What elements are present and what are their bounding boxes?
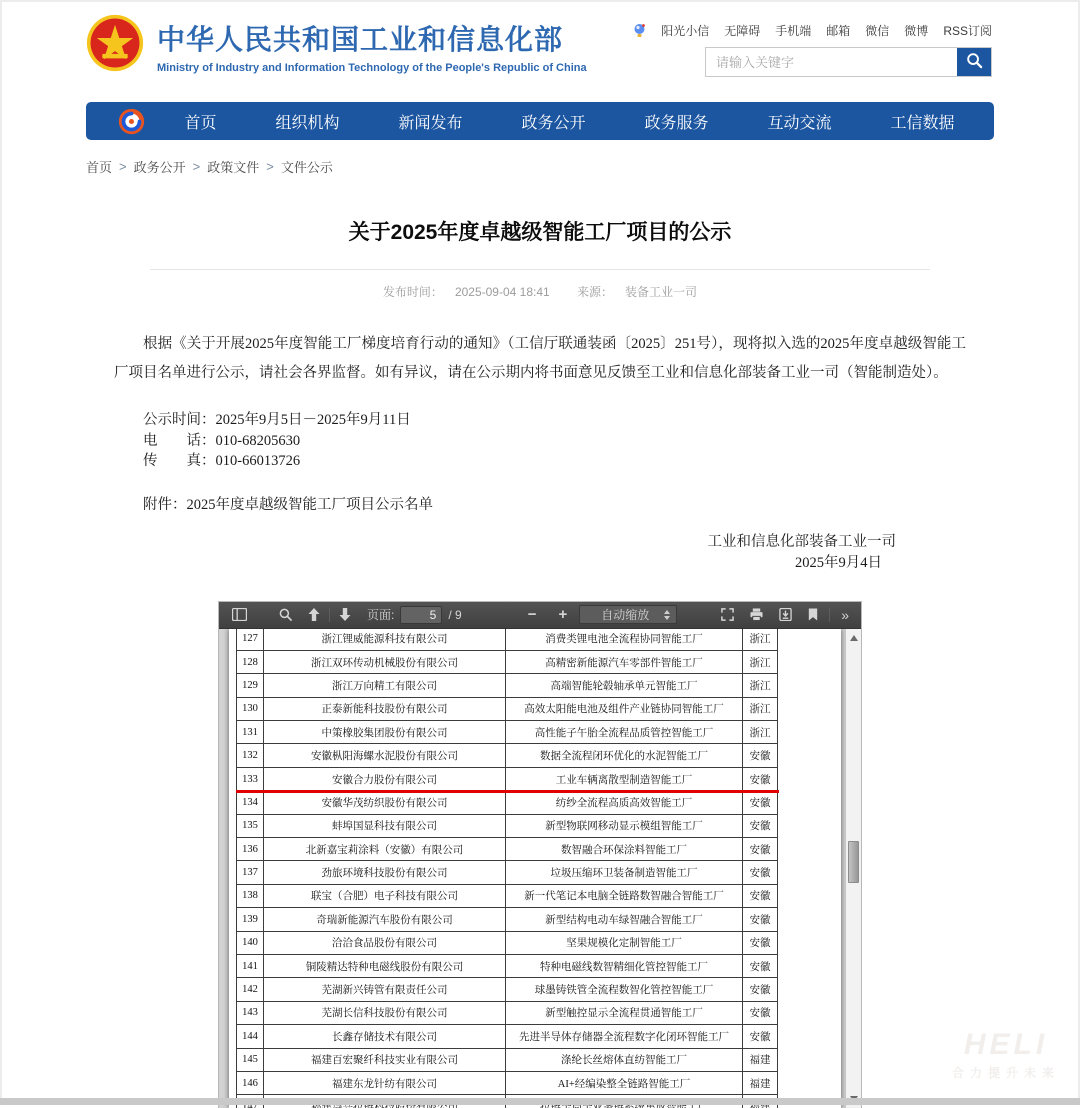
cell-company-name: 奇瑞新能源汽车股份有限公司 [264,908,506,931]
cell-project-name: 纺纱全流程高质高效智能工厂 [506,791,743,814]
title-divider [150,269,930,270]
cell-row-number: 135 [237,815,264,838]
breadcrumb-item-0[interactable]: 首页 [86,160,113,175]
table-row [237,1025,778,1048]
site-brand [86,14,587,74]
cell-project-name: AI+经编染整全链路智能工厂 [506,1072,743,1095]
cell-project-name: 消费类锂电池全流程协同智能工厂 [506,628,743,651]
cell-row-number: 144 [237,1025,264,1048]
cell-province: 安徽 [743,932,778,955]
zoom-mode-value: 自动缩放 [601,608,650,622]
phone-line: 电 话：010-68205630 [143,432,301,449]
quick-link-4[interactable]: 微信 [865,24,890,38]
cell-project-name: 高精密新能源汽车零部件智能工厂 [506,651,743,674]
sunshine-mascot-icon [633,23,646,38]
bottom-edge-bar [0,1098,1080,1105]
cell-province: 安徽 [743,1002,778,1025]
cell-project-name: 数智融合环保涂料智能工厂 [506,838,743,861]
cell-row-number: 133 [237,768,264,791]
page-total: / 9 [448,607,462,622]
pdf-table [236,627,778,1108]
cell-province: 浙江 [743,721,778,744]
signature-date: 2025年9月4日 [795,555,882,571]
table-row [237,674,778,697]
cell-company-name: 浙江万向精工有限公司 [264,674,506,697]
ministry-title-en: Ministry of Industry and Information Technology of the People's Republic of China [157,62,587,74]
toolbar-divider [829,608,830,622]
cell-province: 浙江 [743,698,778,721]
fax-line: 传 真：010-66013726 [143,453,301,469]
nav-item-4[interactable]: 政务服务 [644,114,709,132]
breadcrumb-item-3: 文件公示 [280,160,333,175]
source-value: 装备工业一司 [625,285,698,299]
cell-company-name: 安徽枞阳海螺水泥股份有限公司 [264,744,506,767]
cell-company-name: 安徽合力股份有限公司 [264,768,506,791]
table-row [237,815,778,838]
cell-province: 安徽 [743,1025,778,1048]
article-meta [0,283,1080,300]
cell-province: 安徽 [743,768,778,791]
cell-company-name: 浙江锂威能源科技有限公司 [264,628,506,651]
bookmark-button[interactable] [804,604,822,626]
zoom-mode-select[interactable] [579,605,677,624]
page-number-label: 页面: [367,608,395,622]
watermark-slogan: 合力提升未来 [951,1066,1060,1080]
public-period-line: 公示时间：2025年9月5日－2025年9月11日 [143,412,411,428]
cell-row-number: 142 [237,978,264,1001]
cell-project-name: 高端智能轮毂轴承单元智能工厂 [506,674,743,697]
breadcrumb-separator: > [266,159,274,174]
cell-province: 浙江 [743,674,778,697]
breadcrumb-separator: > [192,159,201,174]
cell-row-number: 132 [237,744,264,767]
cell-province: 福建 [743,1049,778,1072]
cell-project-name: 高性能子午胎全流程品质管控智能工厂 [506,721,743,744]
table-row [237,1002,778,1025]
sidebar-toggle-button[interactable] [228,604,251,626]
nav-item-0[interactable]: 首页 [184,114,217,132]
presentation-mode-button[interactable] [717,604,738,626]
cell-project-name: 高效太阳能电池及组件产业链协同智能工厂 [506,698,743,721]
table-row [237,791,778,814]
quick-link-5[interactable]: 微博 [904,24,929,38]
source-label: 来源： [577,285,614,299]
table-row [237,744,778,767]
page-number-input[interactable] [400,606,442,624]
nav-item-1[interactable]: 组织机构 [275,114,340,132]
attachment-link[interactable]: 2025年度卓越级智能工厂项目公示名单 [186,496,433,513]
cell-row-number: 130 [237,698,264,721]
table-row [237,885,778,908]
find-button[interactable] [275,604,296,626]
toolbar-divider [329,608,330,622]
quick-links [633,22,992,39]
cell-project-name: 垃圾压缩环卫装备制造智能工厂 [506,861,743,884]
cell-company-name: 长鑫存储技术有限公司 [264,1025,506,1048]
fullscreen-icon [721,608,734,621]
bookmark-icon [808,608,818,621]
table-row [237,932,778,955]
zoom-out-button[interactable]: − [524,604,541,626]
quick-link-0[interactable]: 阳光小信 [661,24,710,38]
cell-row-number: 137 [237,861,264,884]
cell-province: 安徽 [743,838,778,861]
ministry-title-cn: 中华人民共和国工业和信息化部 [157,24,564,55]
cell-province: 安徽 [743,885,778,908]
cell-row-number: 143 [237,1002,264,1025]
signature-block [114,532,966,575]
pdf-page [229,629,841,1108]
cell-project-name: 新型物联网移动显示模组智能工厂 [506,815,743,838]
national-emblem-icon [86,14,144,72]
cell-row-number: 129 [237,674,264,697]
publish-time-label: 发布时间： [382,285,443,299]
zoom-in-button[interactable]: + [554,604,571,626]
nav-item-3[interactable]: 政务公开 [521,114,586,132]
cell-company-name: 福建东龙针纺有限公司 [264,1072,506,1095]
nav-item-2[interactable]: 新闻发布 [398,114,463,132]
search-bar [705,47,992,77]
scrollbar-thumb[interactable] [848,841,859,883]
cell-row-number: 131 [237,721,264,744]
cell-company-name: 洽洽食品股份有限公司 [264,932,506,955]
attachment-label: 附件： [143,496,187,513]
more-tools-button[interactable]: » [837,604,852,626]
breadcrumb [86,157,994,176]
cell-company-name: 蚌埠国显科技有限公司 [264,815,506,838]
cell-company-name: 劲旅环境科技股份有限公司 [264,861,506,884]
cell-province: 福建 [743,1072,778,1095]
quick-link-6[interactable]: RSS订阅 [943,24,992,38]
cell-province: 安徽 [743,978,778,1001]
cell-project-name: 新型触控显示全流程贯通智能工厂 [506,1002,743,1025]
cell-company-name: 联宝（合肥）电子科技有限公司 [264,885,506,908]
table-row [237,908,778,931]
next-page-button[interactable] [335,604,355,626]
pdf-viewer [219,602,861,1108]
main-nav [86,102,994,140]
attachment-line [114,495,966,515]
cell-row-number: 145 [237,1049,264,1072]
table-row [237,768,778,791]
cell-row-number: 128 [237,651,264,674]
arrow-up-icon [308,608,320,621]
cell-row-number: 140 [237,932,264,955]
pdf-scrollbar[interactable] [845,629,861,1108]
nav-items [145,110,994,133]
cell-project-name: 新一代笔记本电脑全链路数智融合智能工厂 [506,885,743,908]
printer-icon [750,608,763,621]
nav-item-6[interactable]: 工信数据 [890,114,955,132]
cell-project-name: 球墨铸铁管全流程数智化管控智能工厂 [506,978,743,1001]
cell-province: 安徽 [743,955,778,978]
cell-province: 安徽 [743,908,778,931]
cell-project-name: 新型结构电动车绿智融合智能工厂 [506,908,743,931]
search-input[interactable] [706,48,957,76]
cell-project-name: 特种电磁线数智精细化管控智能工厂 [506,955,743,978]
cell-project-name: 数据全流程闭环优化的水泥智能工厂 [506,744,743,767]
cell-row-number: 141 [237,955,264,978]
cell-company-name: 福建百宏聚纤科技实业有限公司 [264,1049,506,1072]
cell-row-number: 138 [237,885,264,908]
article-body [86,330,994,575]
select-spinner-icon [664,610,670,620]
watermark-logo-text: HELI [963,1028,1049,1061]
quick-link-3[interactable]: 邮箱 [826,24,851,38]
table-row [237,861,778,884]
table-row [237,721,778,744]
scroll-up-icon [850,635,858,641]
breadcrumb-item-1[interactable]: 政务公开 [133,160,186,175]
nav-item-5[interactable]: 互动交流 [767,114,832,132]
cell-company-name: 芜湖长信科技股份有限公司 [264,1002,506,1025]
cell-row-number: 127 [237,628,264,651]
article-paragraph: 根据《关于开展2025年度智能工厂梯度培育行动的通知》（工信厅联通装函〔2025〕251号），现将拟入选的2025年度卓越级智能工厂项目名单进行公示，请社会各界监督。如有异议，请在公示期内将书面意见反馈至工业和信息化部装备工业一司（智能制造处）。 [114,336,966,381]
table-row [237,1049,778,1072]
highlight-red-underline [236,790,779,793]
cell-project-name: 坚果规模化定制智能工厂 [506,932,743,955]
brand-text [157,14,587,74]
cell-province: 安徽 [743,791,778,814]
table-row [237,955,778,978]
cell-project-name: 先进半导体存储器全流程数字化闭环智能工厂 [506,1025,743,1048]
cell-row-number: 134 [237,791,264,814]
table-row [237,698,778,721]
sidebar-icon [232,608,247,621]
cell-company-name: 正泰新能科技股份有限公司 [264,698,506,721]
download-icon [779,608,792,621]
previous-page-button[interactable] [304,604,324,626]
cell-project-name: 工业车辆离散型制造智能工厂 [506,768,743,791]
cell-row-number: 136 [237,838,264,861]
breadcrumb-separator: > [119,159,127,174]
print-button[interactable] [746,604,767,626]
pdf-content-area [219,629,861,1108]
table-row [237,978,778,1001]
download-button[interactable] [775,604,796,626]
cell-row-number: 139 [237,908,264,931]
cell-company-name: 安徽华茂纺织股份有限公司 [264,791,506,814]
cell-company-name: 芜湖新兴铸管有限责任公司 [264,978,506,1001]
publish-time: 2025-09-04 18:41 [454,285,550,299]
quick-link-1[interactable]: 无障碍 [724,24,761,38]
cell-project-name: 涤纶长丝熔体直纺智能工厂 [506,1049,743,1072]
table-row [237,628,778,651]
site-header [0,0,1080,100]
search-button[interactable] [957,48,991,76]
table-row [237,838,778,861]
arrow-down-icon [339,608,351,621]
cell-province: 安徽 [743,744,778,767]
cell-province: 安徽 [743,815,778,838]
quick-link-2[interactable]: 手机端 [775,24,812,38]
search-icon [966,52,983,72]
cell-company-name: 中策橡胶集团股份有限公司 [264,721,506,744]
find-icon [279,608,292,621]
info-lines [114,410,966,472]
page-title: 关于2025年度卓越级智能工厂项目的公示 [348,221,732,244]
table-row [237,1072,778,1095]
cell-province: 安徽 [743,861,778,884]
signature-org: 工业和信息化部装备工业一司 [707,533,896,550]
cell-province: 浙江 [743,628,778,651]
scroll-up-button[interactable] [846,631,861,645]
pdf-toolbar [219,602,861,629]
cell-company-name: 北新嘉宝莉涂料（安徽）有限公司 [264,838,506,861]
cell-company-name: 浙江双环传动机械股份有限公司 [264,651,506,674]
heli-watermark [952,1028,1060,1081]
table-row [237,651,778,674]
breadcrumb-item-2[interactable]: 政策文件 [207,160,260,175]
cell-company-name: 铜陵精达特种电磁线股份有限公司 [264,955,506,978]
cell-province: 浙江 [743,651,778,674]
miit-logo-icon [118,108,145,135]
cell-row-number: 146 [237,1072,264,1095]
